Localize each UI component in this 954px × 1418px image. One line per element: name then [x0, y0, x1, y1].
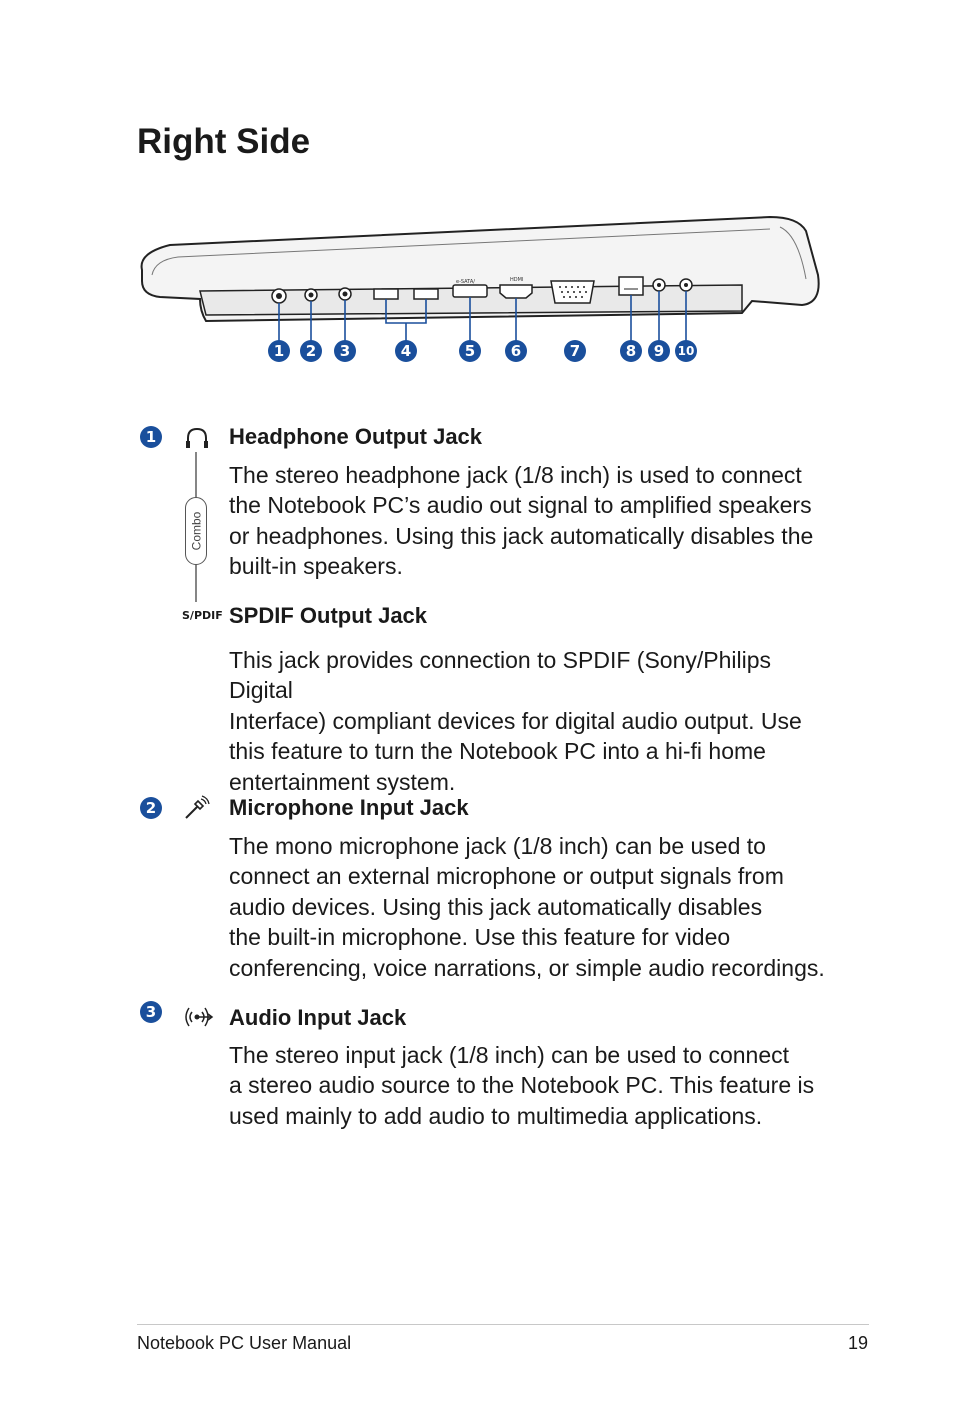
microphone-jack [305, 289, 317, 301]
audio-input-icon [184, 1005, 214, 1029]
hdmi-port [500, 285, 532, 298]
callout-row [0, 340, 954, 370]
section-heading-headphone: Headphone Output Jack [229, 424, 483, 449]
usb-port-1 [374, 289, 398, 299]
callout-10: 10 [675, 340, 697, 362]
section-number-1: 1 [140, 426, 162, 448]
page-number: 19 [847, 1333, 868, 1353]
section-body-audio-input: The stereo input jack (1/8 inch) can be used to connect a stereo audio source to the Notebook PC. This feature is used mainly to add audio to multimedia applications. [229, 1042, 815, 1129]
section-body-headphone: The stereo headphone jack (1/8 inch) is used to connect the Notebook PC’s audio out signal to amplified speakers or headphones. Using this jack automatically disables the built-in speakers. [229, 462, 814, 580]
section-body-microphone: The mono microphone jack (1/8 inch) can be used to connect an external microphone or output signals from audio devices. Using this jack automatically disables the built-in microphone. Use this feature for video conferencing, voice narrations, or simple audio recordings. [229, 833, 825, 981]
callout-5: 5 [459, 340, 481, 362]
callout-2: 2 [300, 340, 322, 362]
section-heading-spdif: SPDIF Output Jack [229, 603, 428, 628]
headphone-icon [184, 426, 210, 450]
section-heading-audio-input: Audio Input Jack [229, 1005, 407, 1030]
callout-8: 8 [620, 340, 642, 362]
callout-9: 9 [648, 340, 670, 362]
esata-port [453, 285, 487, 297]
section-number-2: 2 [140, 797, 162, 819]
page-title: Right Side [137, 122, 311, 161]
callout-7: 7 [564, 340, 586, 362]
callout-6: 6 [505, 340, 527, 362]
lan-port [619, 277, 643, 295]
footer-divider [137, 1324, 869, 1325]
microphone-icon [183, 795, 211, 821]
callout-1: 1 [268, 340, 290, 362]
footer-manual-title: Notebook PC User Manual [137, 1333, 352, 1353]
headphone-jack [272, 289, 286, 303]
spdif-icon: S/PDIF [182, 609, 223, 622]
section-body-spdif: This jack provides connection to SPDIF (Sony/Philips Digital Interface) compliant devices for digital audio output. Use this feature to turn the Notebook PC into a hi-fi home entertainment system. [229, 647, 802, 795]
section-heading-microphone: Microphone Input Jack [229, 795, 469, 820]
vga-port [551, 281, 594, 303]
section-number-3: 3 [140, 1001, 162, 1023]
callout-3: 3 [334, 340, 356, 362]
audio-input-jack [339, 288, 351, 300]
usb-port-2 [414, 289, 438, 299]
combo-label: Combo [185, 497, 207, 565]
hdmi-label: HDMI [510, 277, 524, 283]
esata-label: e-SATA/ [456, 279, 475, 285]
callout-4: 4 [395, 340, 417, 362]
